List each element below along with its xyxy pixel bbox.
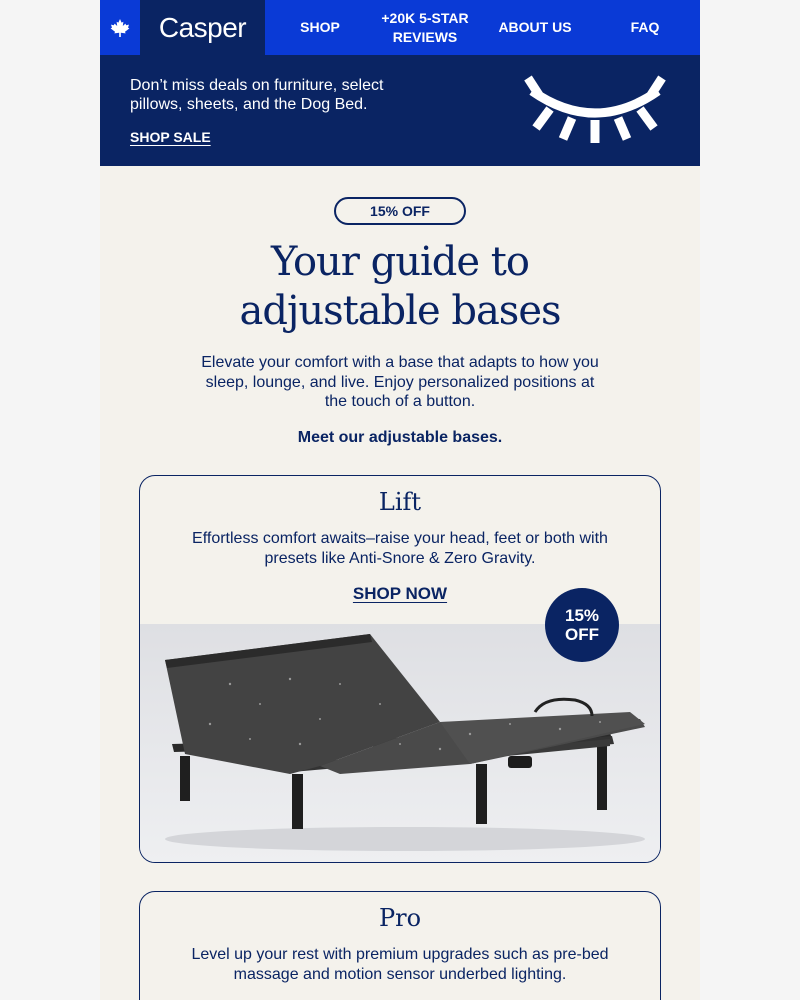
page-title — [100, 238, 700, 336]
maple-leaf-icon — [100, 0, 140, 55]
nav-link-shop[interactable]: SHOP — [300, 19, 340, 35]
badge-line-1: 15% — [564, 606, 600, 625]
product-description: Effortless comfort awaits–raise your head, feet or both with presets like Anti-Snore & Zero Gravity. — [192, 530, 608, 567]
nav-link-faq[interactable]: FAQ — [630, 19, 660, 35]
product-name: Pro — [378, 904, 422, 932]
product-name: Lift — [378, 488, 422, 516]
product-card-lift[interactable] — [139, 475, 661, 863]
nav-link-reviews[interactable]: +20K 5-STAR REVIEWS — [381, 9, 469, 45]
promo-message: Don’t miss deals on furniture, select pillows, sheets, and the Dog Bed. — [130, 77, 384, 113]
discount-badge — [545, 588, 619, 662]
title-line-2: adjustable bases — [239, 288, 561, 334]
product-card-pro[interactable] — [139, 891, 661, 1000]
casper-logo[interactable]: Casper — [140, 0, 265, 55]
promo-banner — [100, 55, 700, 166]
badge-line-2: OFF — [565, 625, 599, 644]
meet-bases-heading: Meet our adjustable bases. — [297, 429, 503, 446]
discount-pill: 15% OFF — [334, 197, 466, 225]
hero-subtitle: Elevate your comfort with a base that adapts to how you sleep, lounge, and live. Enjoy personalized positions at the touch of a button. — [201, 354, 599, 410]
title-line-1: Your guide to — [271, 239, 529, 285]
shop-sale-link[interactable]: SHOP SALE — [130, 129, 211, 145]
email-body — [100, 0, 700, 1000]
top-nav — [100, 0, 700, 55]
nav-link-about-us[interactable]: ABOUT US — [498, 19, 572, 35]
sleeping-eye-icon — [520, 73, 670, 148]
product-description: Level up your rest with premium upgrades such as pre-bed massage and motion sensor underbed lighting. — [191, 946, 609, 983]
shop-now-link[interactable]: SHOP NOW — [352, 584, 448, 603]
